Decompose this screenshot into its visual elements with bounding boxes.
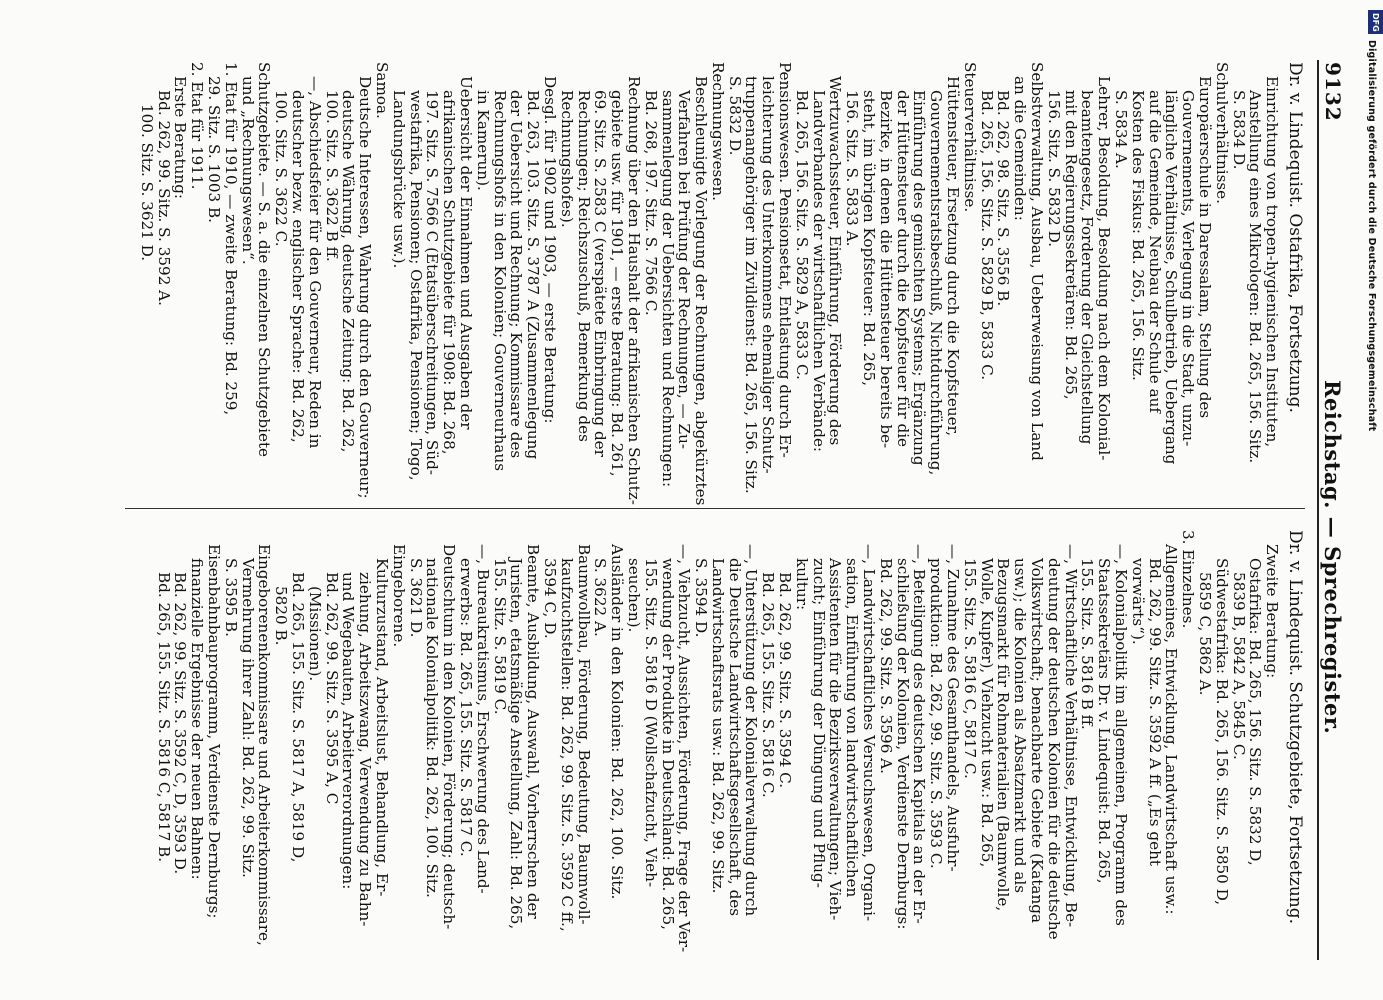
index-line: Beschleunigte Vorlegung der Rechnungen, abgekürztes xyxy=(692,76,711,506)
index-line: westafrika, Pensionen; Ostafrika, Pensionen; Togo, xyxy=(406,90,425,481)
index-line: Landungsbrücke usw.). xyxy=(389,90,408,269)
index-line: S. 3622 A. xyxy=(591,558,610,637)
running-header xyxy=(1317,0,1363,1000)
index-line: Bd. 263, 103. Sitz. S. 3787 A (Zusammenlegung xyxy=(524,90,543,460)
index-line: 5859 C, 5862 A. xyxy=(1196,572,1215,696)
index-line: S. 5832 D. xyxy=(725,76,744,156)
index-line: Uebersicht der Einnahmen und Ausgaben der xyxy=(456,76,475,430)
index-line: Gouvernements, Verlegung in die Stadt, unzu- xyxy=(1179,90,1198,447)
index-line: Verfahren bei Prüfung der Rechnungen, — Zu- xyxy=(675,90,694,450)
index-line: nationale Kolonialpolitik: Bd. 262, 100. Sitz. xyxy=(423,558,442,898)
index-line: sation, Einführung von landwirtschaftlichen xyxy=(843,558,862,898)
index-line: Bezugsmarkt für Rohmaterialien (Baumwolle, xyxy=(994,558,1013,912)
index-line: Eingeborene. xyxy=(389,544,408,648)
left-column-entries xyxy=(137,62,1282,506)
index-line: Bd. 262, 98. Sitz. S. 3556 B. xyxy=(994,90,1013,307)
index-line: Bd. 262, 99. Sitz. S. 3592 A ff. („Es geht xyxy=(1145,558,1164,866)
index-line: deutscher bezw. englischer Sprache: Bd. 262, xyxy=(288,90,307,443)
index-line: Bd. 262, 99. Sitz. S. 3592 C, D, 3593 D. xyxy=(171,572,190,875)
index-line: 5820 B. xyxy=(272,586,291,646)
left-column xyxy=(137,62,1305,506)
index-line: Staatssekretärs Dr. v. Lindequist: Bd. 265, xyxy=(1095,558,1114,884)
right-column xyxy=(155,530,1303,960)
index-line: sammenlegung der Uebersichten und Rechnungen: xyxy=(658,90,677,488)
index-line: truppenangehöriger im Zivildienst: Bd. 265, 156. Sitz. xyxy=(742,76,761,494)
index-line: Bd. 265, 155. Sitz. S. 5816 C, 5817 B. xyxy=(154,572,173,863)
index-line: S. 3621 D. xyxy=(406,558,425,638)
index-line: Schulverhältnisse. xyxy=(1212,62,1231,204)
index-line: Einführung des gemischten Systems; Ergänzung xyxy=(910,90,929,466)
running-head: Reichstag. — Sprechregister. xyxy=(1320,380,1345,735)
index-line: der Hüttensteuer durch die Kopfsteuer für die xyxy=(893,90,912,448)
index-line: Landwirtschaftsrats usw.: Bd. 262, 99. Sitz. xyxy=(708,558,727,894)
index-line: —, Landwirtschaftliches Versuchswesen, Organi- xyxy=(860,544,879,922)
index-line: 29. Sitz. S. 1003 B. xyxy=(205,76,223,223)
index-line: —, Abschiedsfeier für den Gouverneur, Reden in xyxy=(305,76,324,449)
index-line: produktion: Bd. 262, 99. Sitz. S. 3593 C. xyxy=(927,558,946,869)
index-line: Bd. 265, 155. Sitz. S. 5817 A, 5819 D, xyxy=(288,572,307,863)
index-line: Ostafrika: Bd. 265, 156. Sitz. S. 5832 D, xyxy=(1246,558,1265,866)
index-line: Pensionswesen. Pensionsetat, Entlastung durch Er- xyxy=(776,62,795,458)
index-line: Landverbandes der wirtschaftlichen Verbände: xyxy=(809,90,828,453)
index-line: Anstellung eines Mikrologen: Bd. 265, 156. Sitz. xyxy=(1246,90,1265,464)
index-line: auf die Gemeinde, Neubau der Schule auf xyxy=(1145,90,1164,414)
index-line: Rechnungshofes). xyxy=(557,90,576,228)
index-line: (Missionen). xyxy=(305,586,324,682)
index-line: 156. Sitz. S. 5833 A. xyxy=(843,90,862,247)
index-line: an die Gemeinden: xyxy=(1011,76,1030,221)
index-line: afrikanischen Schutzgebiete für 1908: Bd. 268, xyxy=(440,90,459,455)
index-line: Wolle, Kupfer), Viehzucht usw.: Bd. 265, xyxy=(977,558,996,868)
index-line: 1. Etat für 1910, — zweite Beratung: Bd. 259, xyxy=(221,62,240,416)
index-line: Rechnungen; Reichszuschuß, Bemerkung des xyxy=(574,90,593,442)
index-line: Juristen, etatsmäßige Anstellung, Zahl: Bd. 265, xyxy=(507,558,526,930)
index-line: Bd. 265, 156. Sitz. S. 5829 B, 5833 C. xyxy=(977,90,996,381)
index-line: —, Zunahme des Gesamthandels, Ausfuhr- xyxy=(944,544,963,872)
index-line: Deutsche Interessen, Wahrung durch den Gouverneur; xyxy=(356,76,375,499)
index-line: ziehung, Arbeitszwang, Verwendung zu Bahn- xyxy=(356,572,375,927)
index-line: Bd. 262, 99. Sitz. S. 3594 C. xyxy=(776,572,795,789)
index-line: Ausländer in den Kolonien: Bd. 262, 100. Sitz. xyxy=(608,544,627,900)
index-line: mit den Regierungssekretären: Bd. 265, xyxy=(1061,90,1080,400)
index-line: Wertzuwachssteuer, Einführung, Förderung des xyxy=(826,76,845,446)
index-line: 69. Sitz. S. 2583 C (verspätete Einbringung der xyxy=(591,90,610,457)
index-line: steht, im übrigen Kopfsteuer: Bd. 265, xyxy=(860,90,879,387)
index-line: Kulturzustand, Arbeitslust, Behandlung, Er- xyxy=(372,558,391,897)
index-line: 156. Sitz. S. 5832 D. xyxy=(1044,90,1063,248)
digitization-credit: Digitalisierung gefördert durch die Deutsche Forschungsgemeinschaft xyxy=(1366,40,1377,432)
index-line: seuchen). xyxy=(624,558,643,633)
index-line: Europäerschule in Daressalam, Stellung des xyxy=(1196,76,1215,419)
index-line: Einrichtung von tropen-hygienischen Instituten, xyxy=(1263,76,1282,448)
index-line: —, Wirtschaftliche Verhältnisse, Entwicklung, Be- xyxy=(1061,544,1080,928)
index-line: 155. Sitz. S. 5816 B ff. xyxy=(1078,558,1097,730)
index-line: Eingeborenenkommissare und Arbeiterkommissare, xyxy=(255,544,274,946)
right-column-entries xyxy=(155,530,1280,960)
index-line: erwerbs: Bd. 265, 155. Sitz. S. 5817 C. xyxy=(456,558,475,857)
index-line: Lehrer, Besoldung, Besoldung nach dem Kolonial- xyxy=(1095,76,1114,461)
index-line: Baumwollbau, Förderung, Bedeutung, Baumwoll- xyxy=(574,544,593,925)
index-line: kultur: xyxy=(792,558,811,611)
index-line: —, Beteiligung des deutschen Kapitals an der Er- xyxy=(910,544,929,924)
index-line: Schutzgebiete. — S. a. die einzelnen Schutzgebiete xyxy=(255,62,274,458)
index-line: kaufzuchtstellen: Bd. 262, 99. Sitz. S. 3592 C ff., xyxy=(557,558,576,932)
index-line: vorwärts“). xyxy=(1128,558,1147,645)
index-line: Allgemeines, Entwicklung, Landwirtschaft usw.: xyxy=(1162,544,1181,915)
index-line: längliche Verhältnisse, Schulbetrieb, Uebergang xyxy=(1162,90,1181,465)
index-line: Zweite Beratung: xyxy=(1263,544,1282,679)
index-line: —, Bureaukratismus, Erschwerung des Land- xyxy=(473,544,492,894)
index-line: der Uebersicht und Rechnung; Kommissare des xyxy=(507,90,526,459)
index-line: Hüttensteuer, Ersetzung durch die Kopfsteuer, xyxy=(944,76,963,437)
index-line: 5839 B, 5842 A, 5845 C. xyxy=(1229,572,1248,760)
index-line: 100. Sitz. S. 3621 D. xyxy=(137,104,156,262)
index-line: Bd. 265, 155. Sitz. S. 5816 C. xyxy=(759,572,778,798)
left-column-heading: Dr. v. Lindequist. Ostafrika, Fortsetzung. xyxy=(1285,62,1305,413)
index-line: 3. Einzelnes. xyxy=(1179,530,1198,629)
index-line: Erste Beratung: xyxy=(171,76,190,200)
index-line: 3594 C, D. xyxy=(540,558,559,639)
index-line: finanzielle Ergebnisse der neuen Bahnen: xyxy=(188,558,207,880)
index-line: Selbstverwaltung, Ausbau, Ueberweisung von Land xyxy=(1028,62,1047,461)
index-line: Vermehrung ihrer Zahl: Bd. 262, 99. Sitz. xyxy=(238,558,257,878)
index-line: deutung der deutschen Kolonien für die deutsche xyxy=(1044,558,1063,940)
index-line: Rechnung über den Haushalt der afrikanischen Schutz- xyxy=(624,76,643,505)
index-line: Bd. 262, 99. Sitz. S. 3592 A. xyxy=(154,90,173,306)
index-line: S. 5834 D. xyxy=(1229,90,1248,170)
index-line: S. 5834 A. xyxy=(1112,90,1131,169)
index-line: zucht; Einführung der Düngung und Pflug- xyxy=(809,558,828,888)
index-line: usw.); die Kolonien als Absatzmarkt und als xyxy=(1011,558,1030,894)
page-number: 9132 xyxy=(1321,62,1345,122)
index-line: —, Kolonialpolitik im allgemeinen, Programm des xyxy=(1112,544,1131,926)
index-line: schließung der Kolonien, Verdienste Dernburgs: xyxy=(893,558,912,930)
index-line: 100. Sitz. S. 3622 C. xyxy=(272,90,291,247)
index-line: Beamte, Ausbildung, Auswahl, Vorherrschen der xyxy=(524,544,543,919)
index-line: Eisenbahnbauprogramm, Verdienste Dernburgs; xyxy=(205,544,223,919)
index-line: gebiete usw. für 1901, — erste Beratung: Bd. 261, xyxy=(608,90,627,477)
index-line: 155. Sitz. S. 5819 C. xyxy=(490,558,509,715)
index-line: Kosten des Fiskus: Bd. 265, 156. Sitz. xyxy=(1128,90,1147,381)
column-divider xyxy=(125,508,1305,509)
index-line: Deutschtum in den Kolonien, Förderung; deutsch- xyxy=(440,544,459,930)
index-line: Bezirke, in denen die Hüttensteuer bereits be- xyxy=(876,90,895,449)
index-line: die Deutsche Landwirtschaftsgesellschaft, des xyxy=(725,558,744,917)
right-column-heading: Dr. v. Lindequist. Schutzgebiete, Fortsetzung. xyxy=(1285,530,1305,925)
index-line: Rechnungswesen. xyxy=(708,62,727,201)
index-line: Bd. 262, 99. Sitz. S. 3595 A, C xyxy=(322,572,341,805)
index-line: Bd. 262, 99. Sitz. S. 3596 A. xyxy=(876,558,895,774)
index-line: 155. Sitz. S. 5816 C, 5817 C. xyxy=(960,558,979,779)
index-line: Desgl. für 1902 und 1903, — erste Beratung: xyxy=(540,76,559,424)
index-line: Rechnungshofs in den Kolonien; Gouverneurhaus xyxy=(490,90,509,472)
index-line: und Wegebauten, Arbeiterverordnungen: xyxy=(339,572,358,890)
index-line: —, Viehzucht, Aussichten, Förderung, Frage der Ver- xyxy=(675,544,694,953)
index-line: Bd. 268, 197. Sitz. S. 7566 C. xyxy=(641,90,660,316)
index-line: wendung der Produkte in Deutschland: Bd. 265, xyxy=(658,558,677,930)
index-line: 155. Sitz. S. 5816 D (Wollschafzucht, Vieh- xyxy=(641,558,660,888)
index-line: deutsche Währung, deutsche Zeitung: Bd. 262, xyxy=(339,90,358,453)
index-line: beamtengesetz, Forderung der Gleichstellung xyxy=(1078,90,1097,445)
index-line: S. 3595 B. xyxy=(221,558,240,637)
index-line: 197. Sitz. S. 7566 C (Etatsüberschreitungen, Süd- xyxy=(423,90,442,475)
index-line: Südwestafrika: Bd. 265, 156. Sitz. S. 5850 D, xyxy=(1212,558,1231,906)
index-line: Bd. 265, 156. Sitz. S. 5829 A, 5833 C. xyxy=(792,90,811,380)
index-line: Gouvernementsratsbeschluß, Nichtdurchführung, xyxy=(927,90,946,476)
index-line: Steuerverhältnisse. xyxy=(960,62,979,213)
dfg-logo: DFG xyxy=(1368,10,1383,34)
index-line: 2. Etat für 1911. xyxy=(188,62,207,190)
index-line: —, Unterstützung der Kolonialverwaltung durch xyxy=(742,544,761,917)
index-line: Volkswirtschaft; benachbarte Gebiete (Katanga xyxy=(1028,558,1047,924)
index-line: in Kamerun). xyxy=(473,90,492,191)
index-line: und „Rechnungswesen“. xyxy=(238,76,257,265)
index-line: Samoa. xyxy=(372,62,391,119)
index-line: S. 3594 D. xyxy=(692,558,711,638)
index-line: leichterung des Unterkommens ehemaliger Schutz- xyxy=(759,76,778,474)
index-line: Assistenten für die Bezirksverwaltungen; Vieh- xyxy=(826,558,845,921)
header-rule xyxy=(1317,60,1319,960)
index-line: 100. Sitz. S. 3622 B ff. xyxy=(322,90,341,262)
